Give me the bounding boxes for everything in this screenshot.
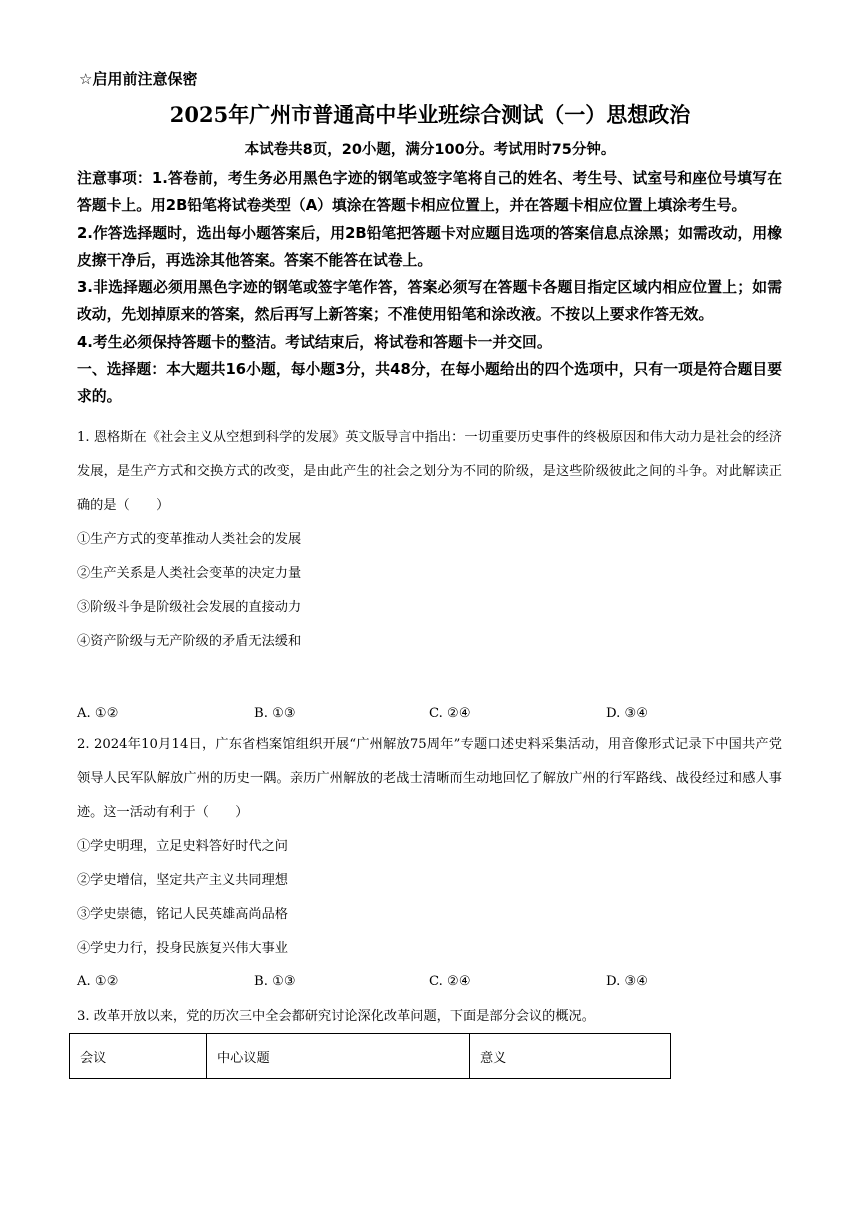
- instruction-3: 3.非选择题必须用黑色字迹的钢笔或签字笔作答，答案必须写在答题卡各题目指定区域内相应位置上；如需改动，先划掉原来的答案，然后再写上新答案；不准使用铅笔和涂改液。不按以上要求作答无效。: [77, 279, 782, 324]
- question-1-option-c: C. ②④: [429, 706, 471, 721]
- question-1-stem: 1. 恩格斯在《社会主义从空想到科学的发展》英文版导言中指出：一切重要历史事件的终极原因和伟大动力是社会的经济发展，是生产方式和交换方式的改变，是由此产生的社会之划分为不同的阶级，是这些阶级彼此之间的斗争。对此解读正确的是（ ）: [77, 430, 782, 513]
- instructions: [77, 165, 782, 411]
- question-1-option-d: D. ③④: [606, 706, 649, 721]
- question-2-statement-1: ①学史明理，立足史料答好时代之问: [77, 839, 288, 854]
- question-2-options: [77, 972, 782, 992]
- question-1-statement-2: ②生产关系是人类社会变革的决定力量: [77, 566, 302, 581]
- meeting-table: [69, 1033, 671, 1079]
- exam-title: 2025年广州市普通高中毕业班综合测试（一）思想政治: [169, 102, 691, 127]
- question-2-statement-4: ④学史力行，投身民族复兴伟大事业: [77, 941, 288, 956]
- question-1-options: [77, 704, 782, 724]
- question-3: [77, 1000, 782, 1034]
- instruction-1: 注意事项：1.答卷前，考生务必用黑色字迹的钢笔或签字笔将自己的姓名、考生号、试室号和座位号填写在答题卡上。用2B铅笔将试卷类型（A）填涂在答题卡相应位置上，并在答题卡相应位置上填涂考生号。: [77, 170, 782, 215]
- question-2-option-d: D. ③④: [606, 974, 649, 989]
- question-1-statement-1: ①生产方式的变革推动人类社会的发展: [77, 532, 302, 547]
- question-3-stem: 3. 改革开放以来，党的历次三中全会都研究讨论深化改革问题，下面是部分会议的概况。: [77, 1009, 595, 1024]
- confidential-mark: ☆启用前注意保密: [79, 70, 198, 88]
- instruction-4: 4.考生必须保持答题卡的整洁。考试结束后，将试卷和答题卡一并交回。: [77, 333, 552, 351]
- question-2-option-b: B. ①③: [254, 974, 296, 989]
- question-1: [77, 421, 782, 659]
- exam-subtitle: 本试卷共8页，20小题，满分100分。考试用时75分钟。: [244, 142, 616, 158]
- question-1-statement-4: ④资产阶级与无产阶级的矛盾无法缓和: [77, 634, 302, 649]
- question-2-stem: 2. 2024年10月14日，广东省档案馆组织开展“广州解放75周年”专题口述史料采集活动，用音像形式记录下中国共产党领导人民军队解放广州的历史一隅。亲历广州解放的老战士清晰而生动地回忆了解放广州的行军路线、战役经过和感人事迹。这一活动有利于（ ）: [77, 737, 782, 820]
- question-2: [77, 728, 782, 966]
- instruction-2: 2.作答选择题时，选出每小题答案后，用2B铅笔把答题卡对应题目选项的答案信息点涂黑；如需改动，用橡皮擦干净后，再选涂其他答案。答案不能答在试卷上。: [77, 224, 782, 269]
- question-2-statement-3: ③学史崇德，铭记人民英雄高尚品格: [77, 907, 288, 922]
- question-2-option-c: C. ②④: [429, 974, 471, 989]
- question-1-option-a: A. ①②: [77, 706, 119, 721]
- table-header-row: [70, 1034, 671, 1079]
- table-header-meeting: 会议: [70, 1034, 207, 1079]
- section-heading: 一、选择题：本大题共16小题，每小题3分，共48分，在每小题给出的四个选项中，只有一项是符合题目要求的。: [77, 361, 782, 406]
- question-1-option-b: B. ①③: [254, 706, 296, 721]
- question-2-statement-2: ②学史增信，坚定共产主义共同理想: [77, 873, 288, 888]
- table-header-topic: 中心议题: [207, 1034, 470, 1079]
- question-1-statement-3: ③阶级斗争是阶级社会发展的直接动力: [77, 600, 302, 615]
- table-header-significance: 意义: [470, 1034, 671, 1079]
- question-2-option-a: A. ①②: [77, 974, 119, 989]
